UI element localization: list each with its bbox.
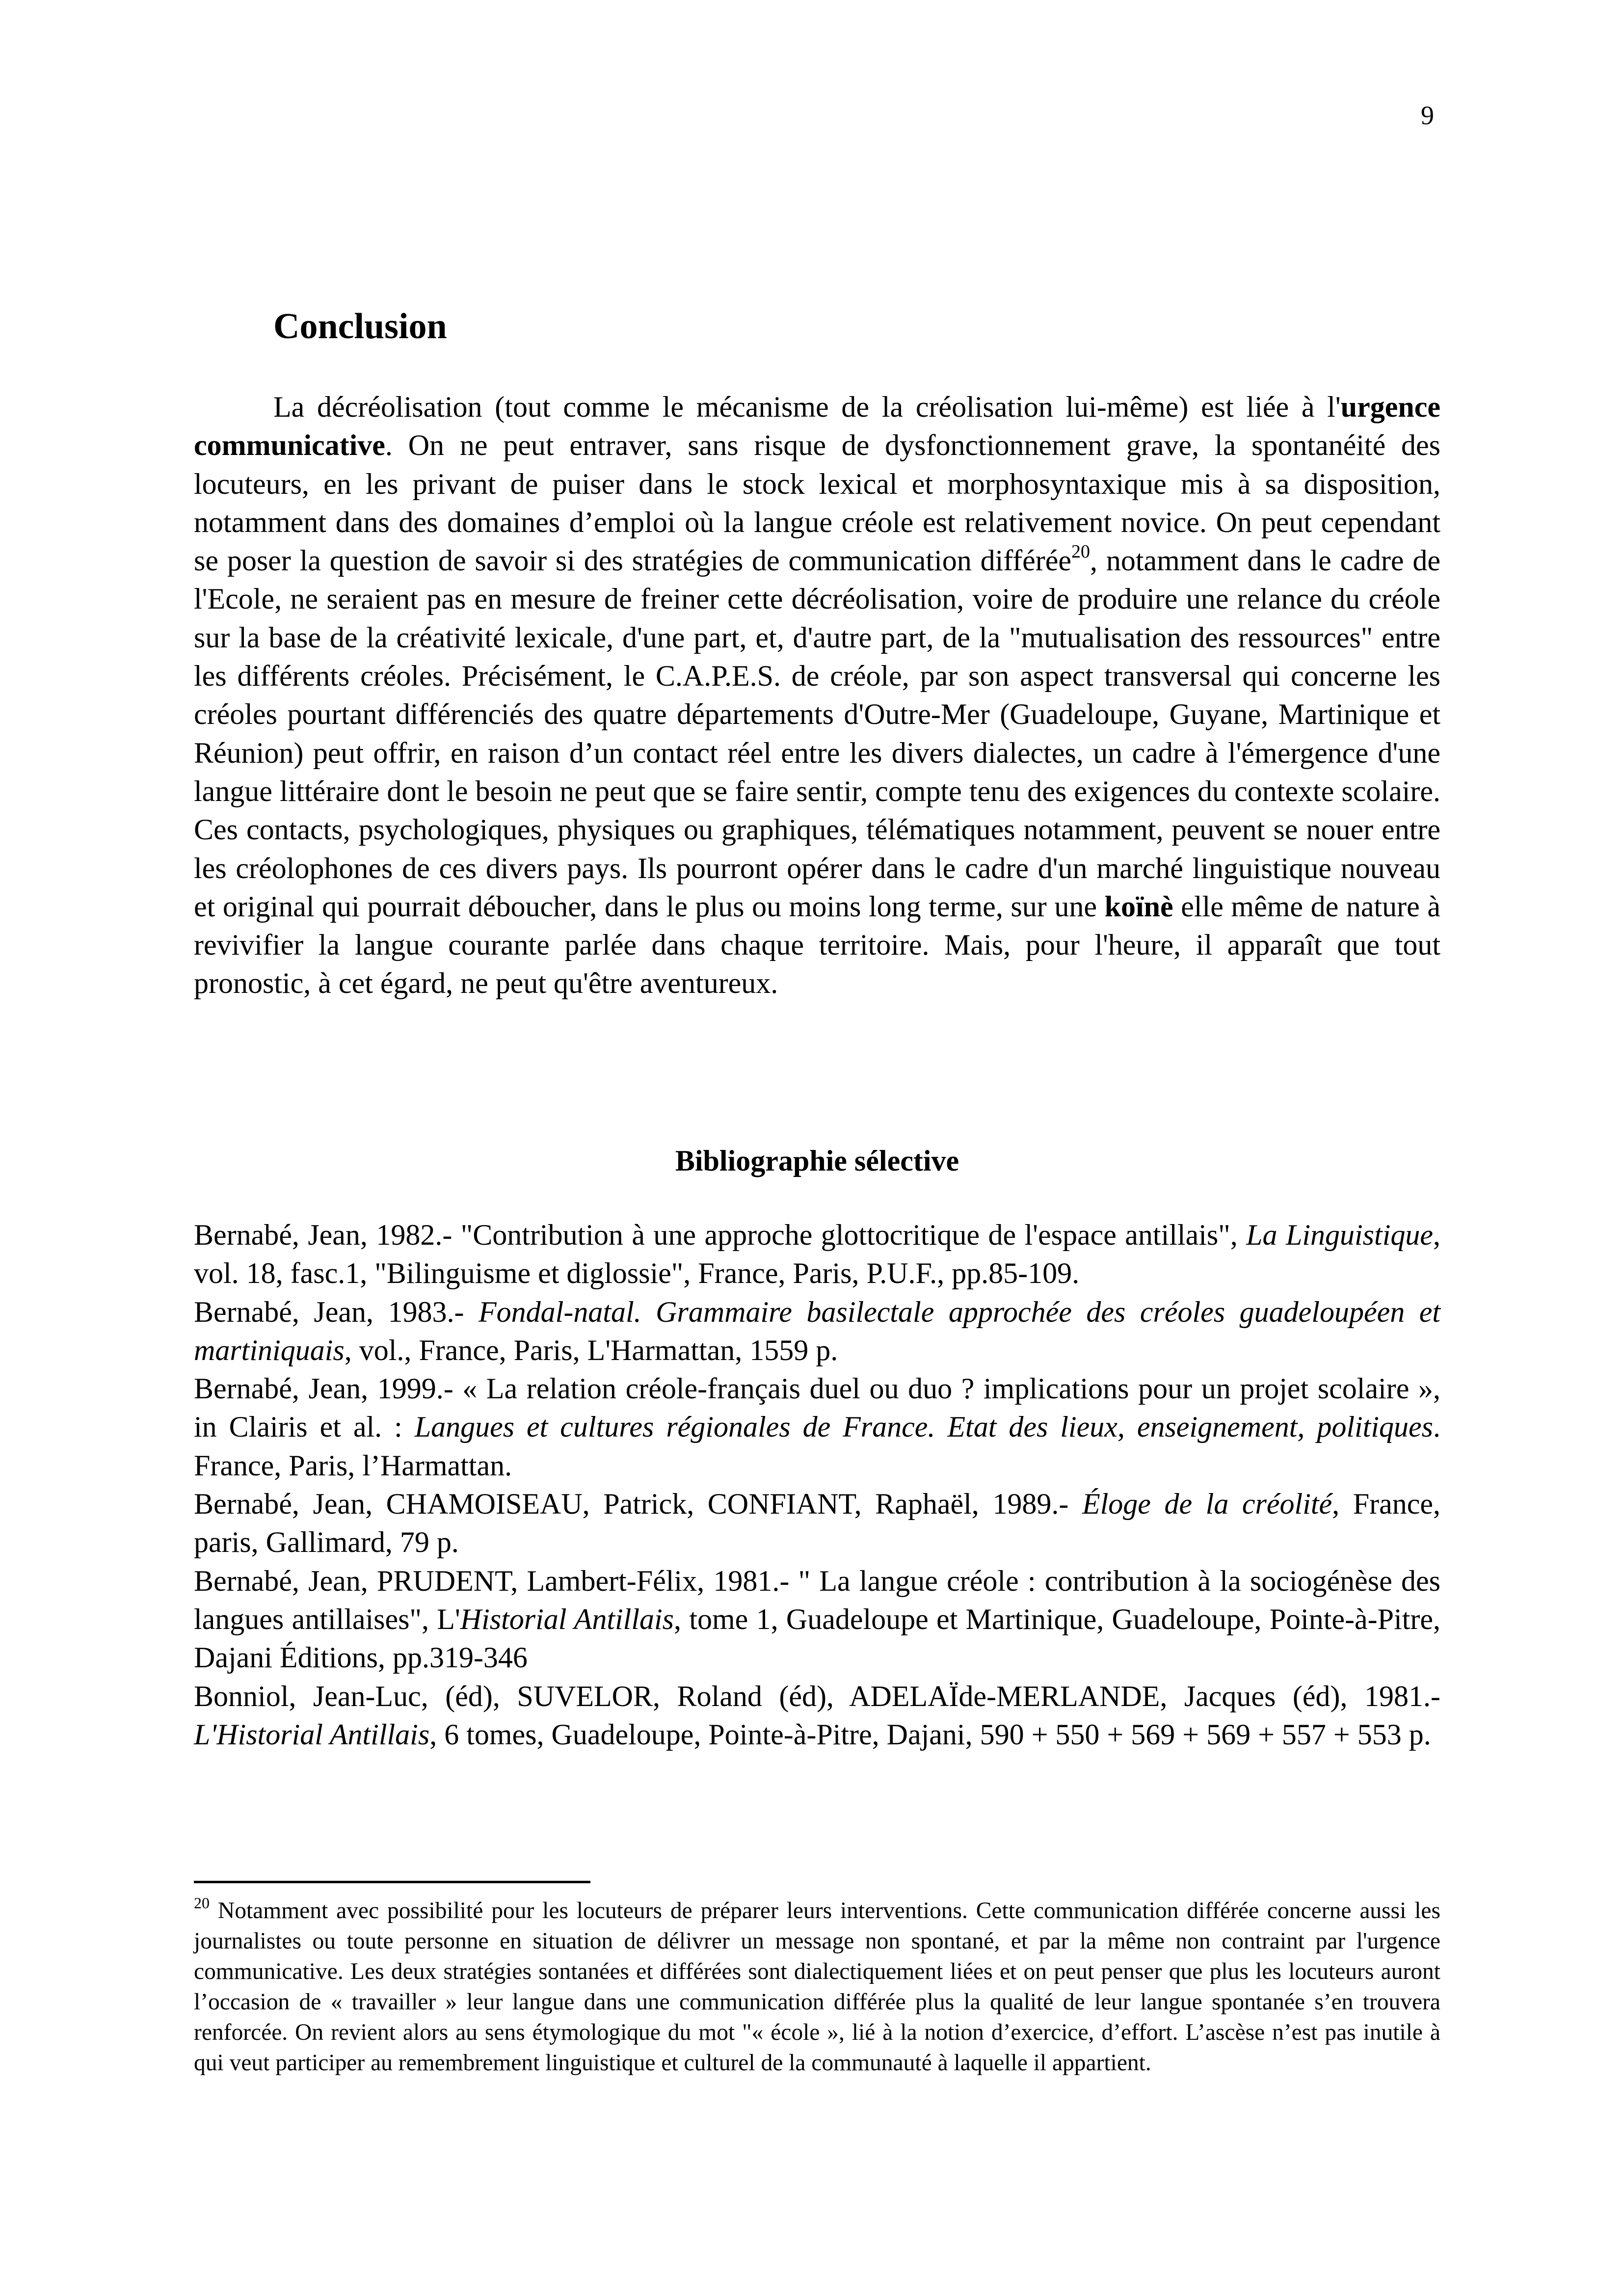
entry-text: , 6 tomes, Guadeloupe, Pointe-à-Pitre, Dajani, 590 + 550 + 569 + 569 + 557 + 553 p. — [429, 1718, 1431, 1751]
conclusion-section — [194, 304, 1440, 1003]
entry-title: La Linguistique — [1246, 1219, 1433, 1251]
entry-text: Bernabé, Jean, CHAMOISEAU, Patrick, CONFIANT, Raphaël, 1989.- — [194, 1488, 1082, 1521]
footnote — [194, 1896, 1440, 2078]
emphasis-koine: koïnè — [1104, 890, 1173, 923]
entry-text: Bernabé, Jean, 1999.- « La relation créole-français duel ou duo ? implications pour un projet scolaire », in Clairis et al. : — [194, 1372, 1440, 1443]
paragraph-text: , notamment dans le cadre de l'Ecole, ne seraient pas en mesure de freiner cette décréolisation, voire de produire une relance du créole sur la base de la créativité lexicale, d'une part, et, d'autre part, de la "mutualisation des ressources" entre les différents créoles. Précisément, le C.A.P.E.S. de créole, par son aspect transversal qui concerne les créoles pourtant différenciés des quatre départements d'Outre-Mer (Guadeloupe, Guyane, Martinique et Réunion) peut offrir, en raison d’un contact réel entre les divers dialectes, un cadre à l'émergence d'une langue littéraire dont le besoin ne peut que se faire sentir, compte tenu des exigences du contexte scolaire. Ces contacts, psychologiques, physiques ou graphiques, télématiques notamment, peuvent se nouer entre les créolophones de ces divers pays. Ils pourront opérer dans le cadre d'un marché linguistique nouveau et original qui pourrait déboucher, dans le plus ou moins long terme, sur une — [194, 544, 1440, 923]
entry-text: Bernabé, Jean, 1982.- "Contribution à une approche glottocritique de l'espace antillais", — [194, 1219, 1247, 1251]
entry-text: . France, Paris, l’Harmattan. — [194, 1411, 1440, 1482]
bibliography-entry — [194, 1677, 1440, 1754]
bibliography-entry — [194, 1562, 1440, 1677]
entry-text: Bonniol, Jean-Luc, (éd), SUVELOR, Roland (éd), ADELAÏde-MERLANDE, Jacques (éd), 1981.- — [194, 1680, 1440, 1712]
footnote-text — [194, 1896, 1440, 2078]
paragraph-text: elle même de nature à revivifier la langue courante parlée dans chaque territoire. Mais, pour l'heure, il apparaît que tout pronostic, à cet égard, ne peut qu'être aventureux. — [194, 890, 1440, 1000]
footnote-body: Notamment avec possibilité pour les locuteurs de préparer leurs interventions. Cette communication différée concerne aussi les journalistes ou toute personne en situation de délivrer un message non spontané, et par la même non contraint par l'urgence communicative. Les deux stratégies sontanées et différées sont dialectiquement liées et on peut penser que plus les locuteurs auront l’occasion de « travailler » leur langue dans une communication différée plus la qualité de leur langue spontanée s’en trouvera renforcée. On revient alors au sens étymologique du mot "« école », lié à la notion d’exercice, d’effort. L’ascèse n’est pas inutile à qui veut participer au remembrement linguistique et culturel de la communauté à laquelle il appartient. — [194, 1898, 1440, 2076]
entry-title: L'Historial Antillais — [194, 1718, 430, 1751]
entry-text: , vol. 18, fasc.1, "Bilinguisme et diglossie", France, Paris, P.U.F., pp.85-109. — [194, 1219, 1440, 1290]
footnote-reference[interactable]: 20 — [1071, 541, 1091, 562]
entry-title: Historial Antillais — [460, 1602, 674, 1635]
bibliography-entry — [194, 1369, 1440, 1485]
conclusion-paragraph — [194, 388, 1440, 1003]
entry-title: Langues et cultures régionales de France. Etat des lieux, enseignement, politiques — [414, 1411, 1433, 1443]
page-number: 9 — [1421, 101, 1434, 130]
footnote-separator — [194, 1881, 590, 1883]
bibliography-entry — [194, 1293, 1440, 1370]
bibliography-entry — [194, 1216, 1440, 1293]
conclusion-heading: Conclusion — [273, 306, 447, 347]
entry-title: Éloge de la créolité — [1082, 1488, 1332, 1521]
entry-text: Bernabé, Jean, 1983.- — [194, 1295, 479, 1328]
footnote-number: 20 — [194, 1894, 210, 1912]
bibliography-heading: Bibliographie sélective — [675, 1145, 959, 1177]
paragraph-text: . On ne peut entraver, sans risque de dysfonctionnement grave, la spontanéité des locuteurs, en les privant de puiser dans le stock lexical et morphosyntaxique mis à sa disposition, notamment dans des domaines d’emploi où la langue créole est relativement novice. On peut cependant se poser la question de savoir si des stratégies de communication différée — [194, 429, 1440, 577]
entry-text: Bernabé, Jean, PRUDENT, Lambert-Félix, 1981.- " La langue créole : contribution à la sociogénèse des langues antillaises", L' — [194, 1564, 1440, 1635]
entry-text: , vol., France, Paris, L'Harmattan, 1559 p. — [344, 1334, 838, 1366]
bibliography-entry — [194, 1485, 1440, 1562]
entry-title: Fondal-natal. Grammaire basilectale approchée des créoles guadeloupéen et martiniquais — [194, 1295, 1441, 1366]
emphasis-urgence-communicative: urgence communicative — [194, 391, 1440, 462]
bibliography-list — [194, 1216, 1440, 1754]
entry-text: , tome 1, Guadeloupe et Martinique, Guadeloupe, Pointe-à-Pitre, Dajani Éditions, pp.319-346 — [194, 1602, 1440, 1674]
paragraph-text: La décréolisation (tout comme le mécanisme de la créolisation lui-même) est liée à l' — [273, 391, 1341, 423]
entry-text: , France, paris, Gallimard, 79 p. — [194, 1488, 1440, 1559]
